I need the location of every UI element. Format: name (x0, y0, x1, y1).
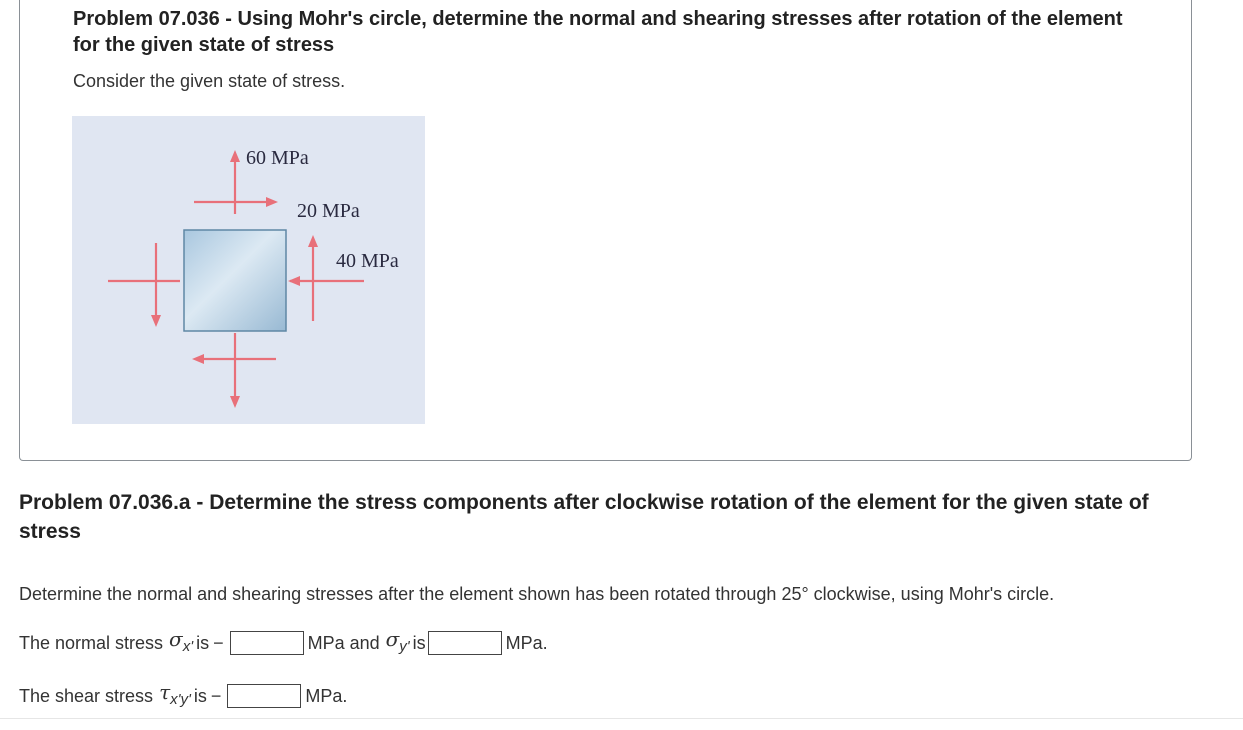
label-60-mpa: 60 MPa (246, 147, 309, 169)
sigma-x-sign: − (213, 633, 224, 653)
sigma-x-is-text: is (196, 633, 210, 653)
tau-xy-symbol: $\tau_{x'y'}$ (159, 680, 191, 708)
sigma-x-answer-input[interactable] (230, 631, 304, 655)
sigma-y-unit-text: MPa. (505, 633, 548, 653)
sigma-x-unit-text: MPa and (307, 633, 380, 653)
sigma-x-symbol: $\sigma_{x'}$ (169, 627, 194, 655)
stress-element-square (184, 230, 286, 331)
label-20-mpa: 20 MPa (297, 200, 360, 222)
tau-sign: − (210, 686, 222, 706)
normal-stress-label: The normal stress (19, 633, 164, 653)
sigma-y-answer-input[interactable] (428, 631, 502, 655)
problem-lead-text: Consider the given state of stress. (73, 71, 346, 91)
shear-stress-row (19, 681, 347, 711)
tau-is-text: is (193, 686, 207, 706)
bottom-divider (0, 718, 1243, 719)
label-40-mpa: 40 MPa (336, 250, 399, 272)
normal-stress-row (19, 628, 548, 658)
shear-stress-label: The shear stress (19, 686, 154, 706)
sigma-y-symbol: $\sigma_{y'}$ (385, 627, 410, 655)
part-a-title: Problem 07.036.a - Determine the stress components after clockwise rotation of the element for the given state of stress (19, 491, 1149, 543)
tau-answer-input[interactable] (227, 684, 301, 708)
sigma-y-is-text: is (412, 633, 426, 653)
part-a-question: Determine the normal and shearing stresses after the element shown has been rotated through 25° clockwise, using Mohr's circle. (19, 584, 1055, 604)
stress-element-figure (72, 116, 425, 424)
tau-unit-text: MPa. (305, 686, 348, 706)
problem-title: Problem 07.036 - Using Mohr's circle, determine the normal and shearing stresses after rotation of the element for the given state of stress (73, 8, 1123, 56)
